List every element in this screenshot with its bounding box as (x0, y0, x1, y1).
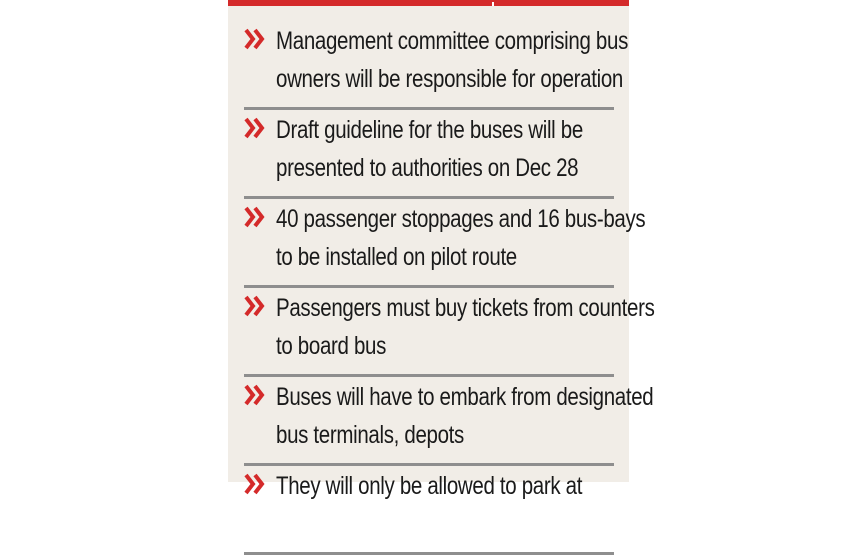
list-item-line: They will only be allowed to park at (276, 472, 583, 500)
list-item-text (276, 200, 646, 276)
list-item (244, 22, 628, 110)
list-item (244, 289, 655, 377)
double-chevron-right-icon (244, 471, 270, 497)
list-item-text (276, 111, 620, 187)
bullet-list (244, 22, 655, 556)
double-chevron-right-icon (244, 293, 270, 319)
accent-bar (228, 0, 629, 6)
list-item-line: Buses will have to embark from designated (276, 383, 654, 411)
list-item (244, 200, 646, 288)
list-item-text (276, 22, 628, 98)
list-item-line: bus terminals, depots (276, 421, 464, 449)
list-item-line: owners will be responsible for operation (276, 65, 623, 93)
list-item (244, 378, 654, 466)
double-chevron-right-icon (244, 115, 270, 141)
double-chevron-right-icon (244, 382, 270, 408)
list-item-line: presented to authorities on Dec 28 (276, 154, 579, 182)
list-item-line: to board bus (276, 332, 387, 360)
list-item-text (276, 378, 654, 454)
list-item (244, 467, 614, 555)
info-panel (228, 0, 655, 500)
list-item-line: to be installed on pilot route (276, 243, 517, 271)
double-chevron-right-icon (244, 26, 270, 52)
list-item-line: Management committee comprising bus (276, 27, 628, 55)
list-item (244, 111, 614, 199)
list-item-text (276, 467, 620, 505)
list-item-line: 40 passenger stoppages and 16 bus-bays (276, 205, 646, 233)
list-item-line: Draft guideline for the buses will be (276, 116, 583, 144)
list-item-line: Passengers must buy tickets from counters (276, 294, 655, 322)
double-chevron-right-icon (244, 204, 270, 230)
accent-bar-divider (492, 2, 494, 6)
list-item-text (276, 289, 655, 365)
